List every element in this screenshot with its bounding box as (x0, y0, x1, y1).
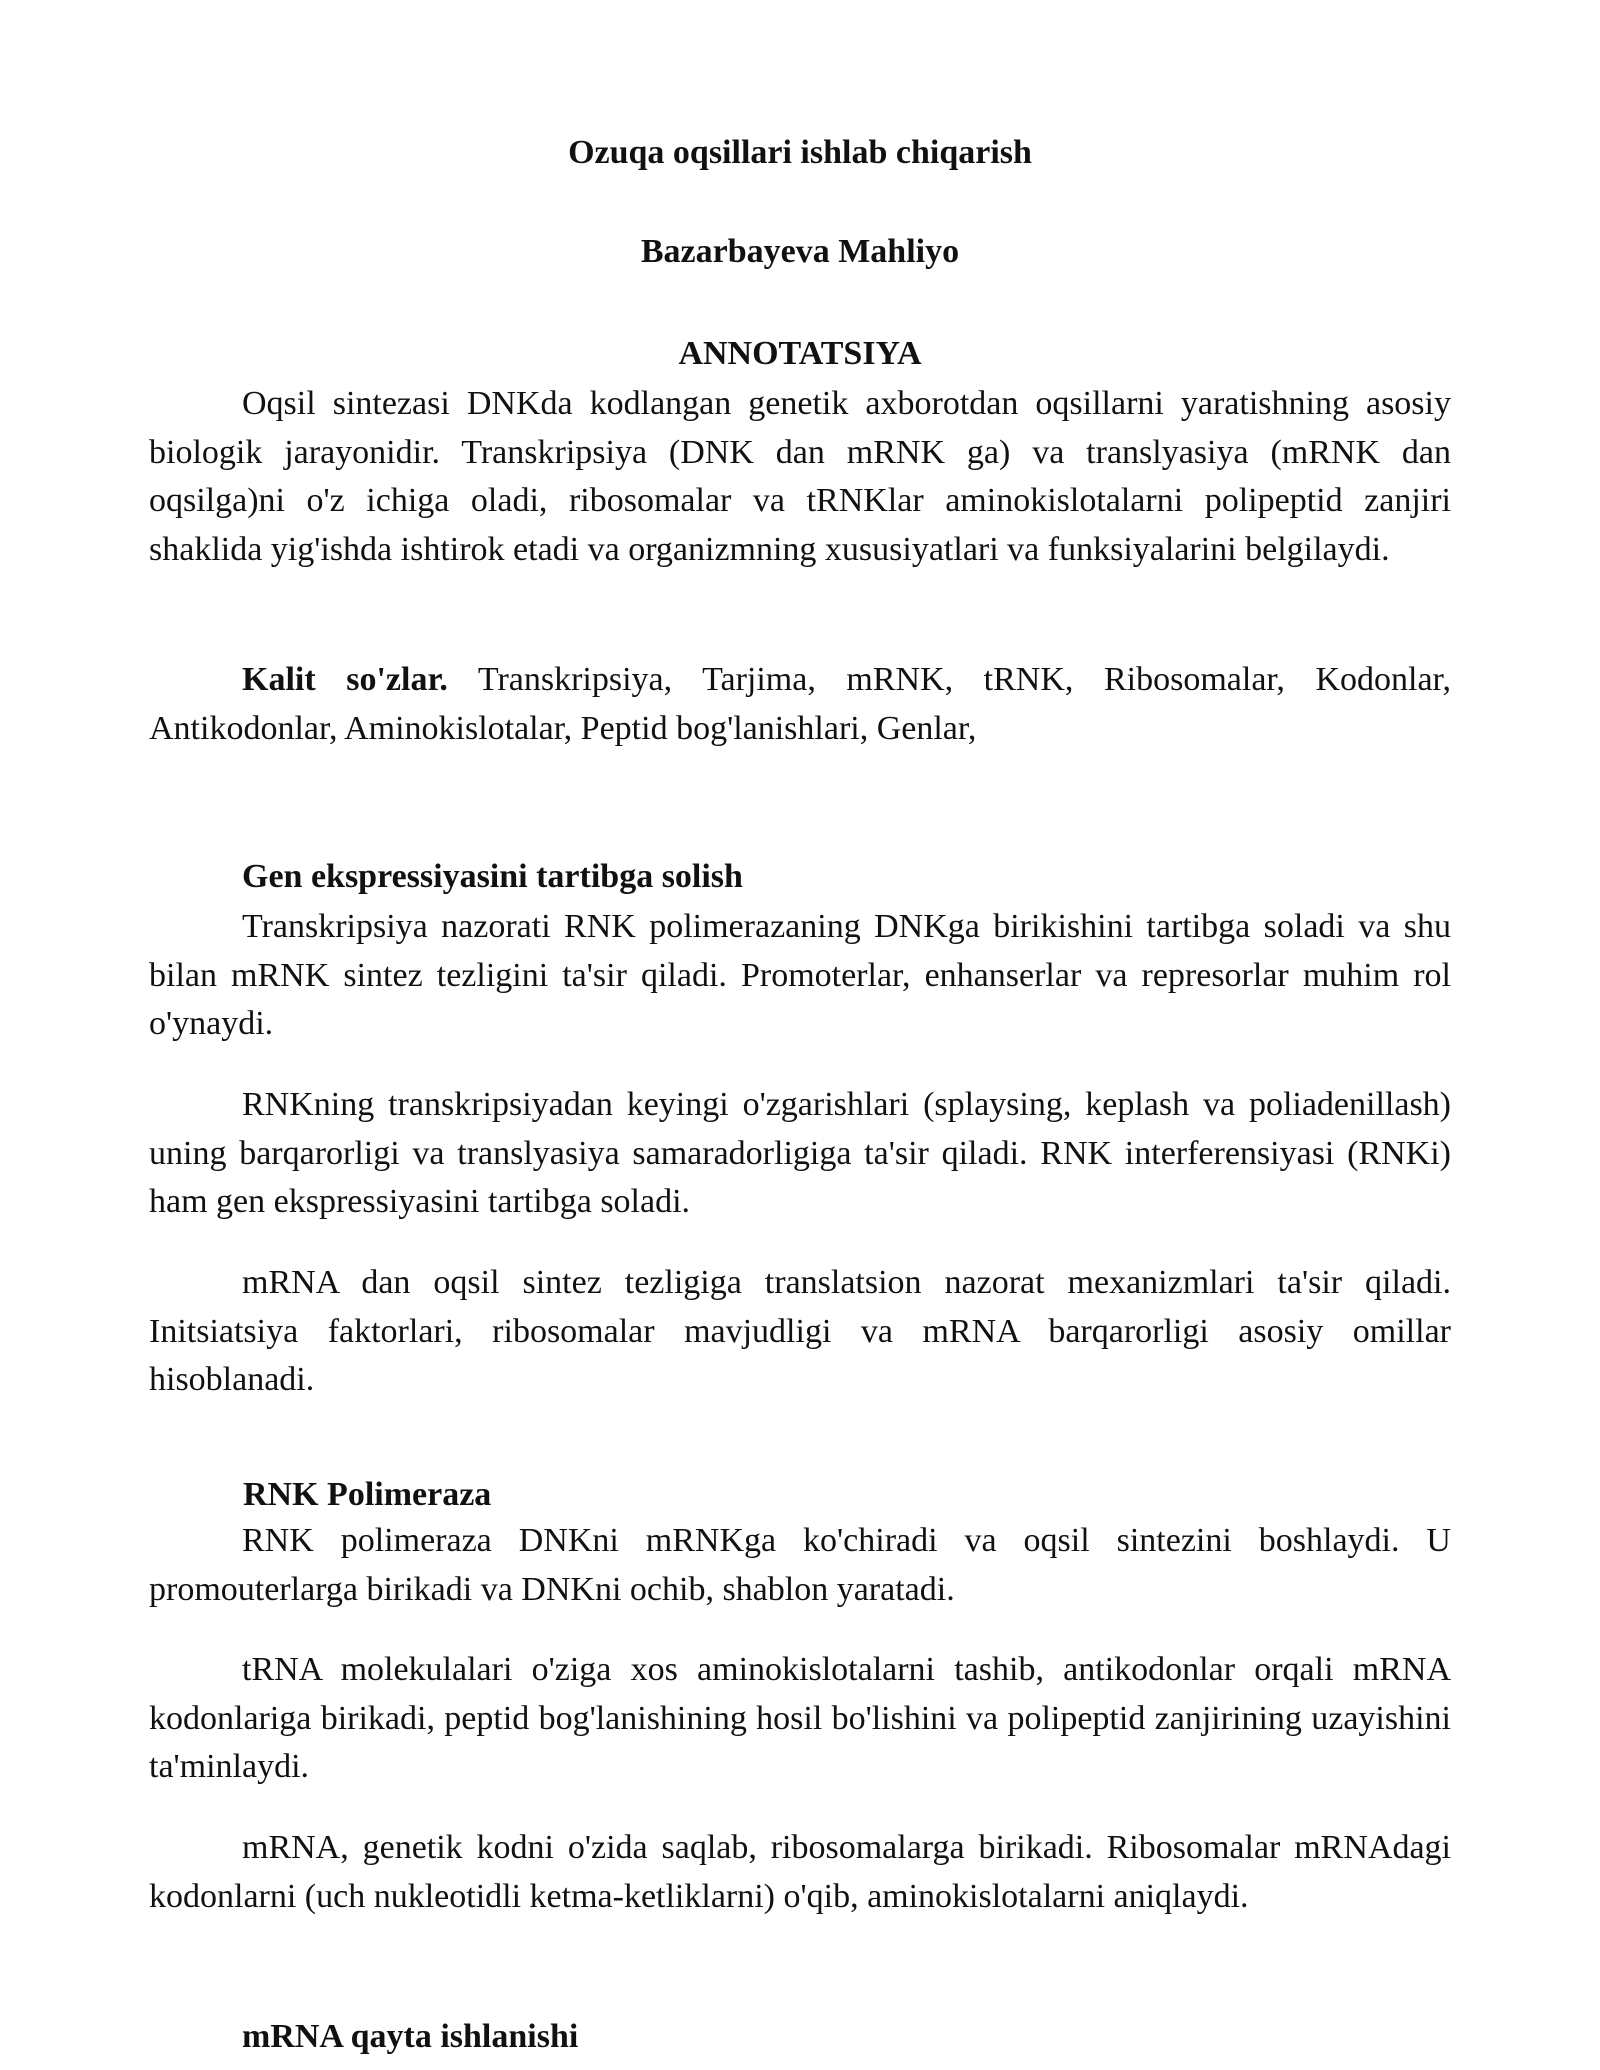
section-heading-gene-expression: Gen ekspressiyasini tartibga solish (242, 858, 743, 895)
keywords-paragraph (149, 656, 1451, 753)
document-title: Ozuqa oqsillari ishlab chiqarish (568, 134, 1032, 171)
annotation-paragraph: Oqsil sintezasi DNKda kodlangan genetik axborotdan oqsillarni yaratishning asosiy biologik jarayonidir. Transkripsiya (DNK dan mRNK ga) va translyasiya (mRNK dan oqsilga)ni o'z ichiga oladi, ribosomalar va tRNKlar aminokislotalarni polipeptid zanjiri shaklida yig'ishda ishtirok etadi va organizmning xususiyatlari va funksiyalarini belgilaydi. (149, 385, 1451, 568)
author-name: Bazarbayeva Mahliyo (640, 233, 960, 270)
paragraph-transcription-control: Transkripsiya nazorati RNK polimerazaning DNKga birikishini tartibga soladi va shu bilan mRNK sintez tezligini ta'sir qiladi. Promoterlar, enhanserlar va represorlar muhim rol o'ynaydi. (149, 908, 1451, 1042)
paragraph-rna-processing: RNKning transkripsiyadan keyingi o'zgarishlari (splaysing, keplash va poliadenillash) uning barqarorligi va translyasiya samaradorligiga ta'sir qiladi. RNK interferensiyasi (RNKi) ham gen ekspressiyasini tartibga soladi. (149, 1086, 1451, 1220)
annotation-heading: ANNOTATSIYA (678, 335, 922, 372)
paragraph-translational-control: mRNA dan oqsil sintez tezligiga translatsion nazorat mexanizmlari ta'sir qiladi. Initsiatsiya faktorlari, ribosomalar mavjudligi va mRNA barqarorligi asosiy omillar hisoblanadi. (149, 1264, 1451, 1398)
keywords-list: Transkripsiya, Tarjima, mRNK, tRNK, Ribosomalar, Kodonlar, Antikodonlar, Aminokislotalar, Peptid bog'lanishlari, Genlar, (149, 661, 1451, 747)
keywords-label: Kalit so'zlar. (242, 661, 448, 698)
paragraph-rna-polymerase: RNK polimeraza DNKni mRNKga ko'chiradi va oqsil sintezini boshlaydi. U promouterlarga birikadi va DNKni ochib, shablon yaratadi. (149, 1522, 1451, 1608)
section-heading-mrna-processing: mRNA qayta ishlanishi (242, 2018, 579, 2055)
paragraph-mrna: mRNA, genetik kodni o'zida saqlab, ribosomalarga birikadi. Ribosomalar mRNAdagi kodonlarni (uch nukleotidli ketma-ketliklarni) o'qib, aminokislotalarni aniqlaydi. (149, 1829, 1451, 1915)
paragraph-trna: tRNA molekulalari o'ziga xos aminokislotalarni tashib, antikodonlar orqali mRNA kodonlariga birikadi, peptid bog'lanishining hosil bo'lishini va polipeptid zanjirining uzayishini ta'minlaydi. (149, 1651, 1451, 1785)
section-heading-rna-polymerase: RNK Polimeraza (243, 1476, 492, 1513)
